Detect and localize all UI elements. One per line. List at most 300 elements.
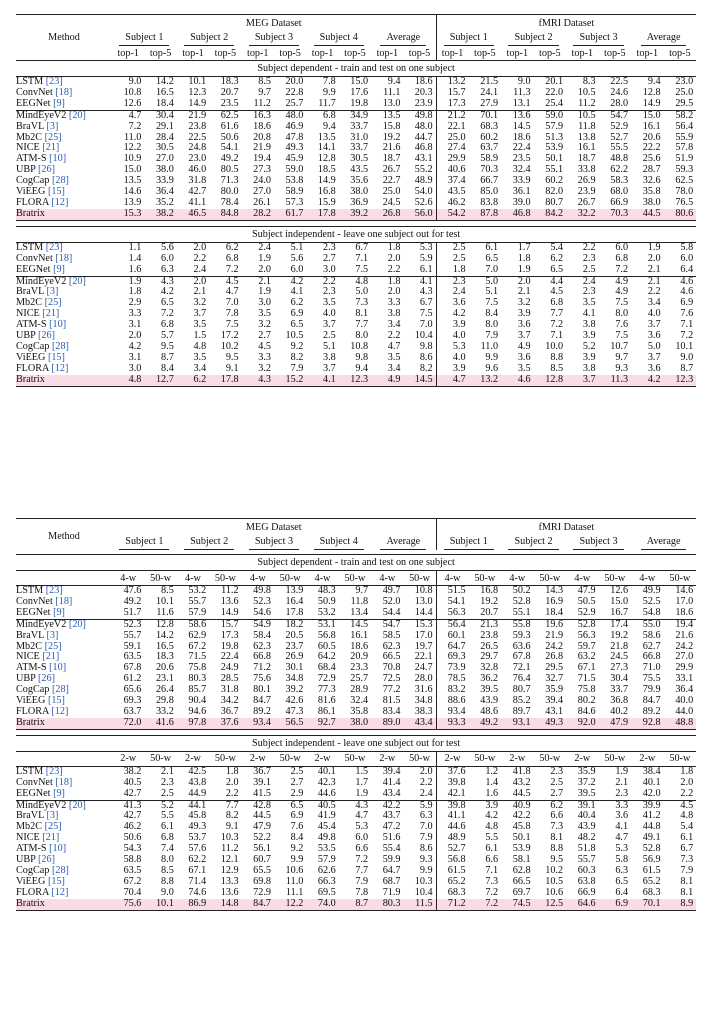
citation-link[interactable]: [18] [55,87,73,98]
citation-link[interactable]: [12] [51,197,69,208]
table-cell: 2.1 [517,287,531,298]
table-cell: 17.8 [285,607,304,618]
table-cell: 22.1 [404,652,437,663]
table-cell: 2.2 [306,276,338,287]
citation-link[interactable]: [10] [49,154,67,165]
table-cell: 6.5 [161,298,174,309]
citation-link[interactable]: [3] [46,287,59,298]
table-cell: 50.6 [220,132,239,143]
table-row [16,822,696,833]
citation-link[interactable]: [28] [51,865,69,876]
table-cell: 68.4 [317,663,336,674]
table-cell: 50.1 [512,833,531,844]
table-cell: 63.7 [123,706,142,717]
method-name: MindEyeV2 [20] [16,276,112,287]
table-cell: 33.9 [512,176,531,187]
table-row [16,833,696,844]
table-cell: 13.6 [220,887,239,898]
table-cell: 3.8 [323,352,336,363]
table-cell: 33.7 [350,143,369,154]
citation-link[interactable]: [12] [51,363,69,374]
method-name: BraVL [3] [16,121,59,132]
table-cell: 10.1 [155,596,174,607]
table-cell: 5.1 [485,287,499,298]
citation-link[interactable]: [26] [38,331,55,342]
table-cell: 6.6 [485,855,499,866]
table-cell: 14.6 [675,585,694,596]
table-cell: 80.7 [512,685,531,696]
table-cell: 4.2 [274,276,306,287]
table-cell: 46.0 [188,165,207,176]
table-cell: 3.0 [128,363,142,374]
table-cell: 20.0 [285,76,304,87]
table-cell: 47.9 [253,822,271,833]
table-cell: 29.9 [675,663,694,674]
table-cell: 57.9 [317,855,336,866]
table-cell: 92.8 [631,718,664,729]
citation-link[interactable]: [23] [45,76,63,87]
table-cell: 19.6 [534,619,567,630]
table-cell: 24.9 [220,663,239,674]
table-cell: 17.2 [220,331,239,342]
table-cell: 5.3 [615,844,629,855]
table-cell: 16.5 [155,87,174,98]
table-cell: 21.9 [177,110,209,121]
table-cell: 8.7 [339,899,371,910]
table-cell: 31.0 [350,132,369,143]
table-cell: 7.3 [485,876,499,887]
method-name: ATM-S [10] [16,320,67,331]
table-cell: 10.6 [285,865,304,876]
table-cell: 43.5 [447,187,466,198]
meg-group-header: Average [371,536,436,550]
citation-link[interactable]: [20] [68,619,86,630]
table-cell: 6.5 [550,264,564,275]
table-cell: 66.8 [253,652,271,663]
citation-link[interactable]: [18] [55,777,73,788]
table-cell: 21.2 [436,110,469,121]
table-cell: 14.9 [188,98,207,109]
table-cell: 39.8 [447,777,466,788]
table-cell: 12.6 [123,98,142,109]
table-cell: 38.0 [350,187,369,198]
table-cell: 14.5 [512,121,531,132]
table-cell: 2.3 [582,287,596,298]
table-cell: 2.9 [290,788,304,799]
table-cell: 39.5 [480,685,499,696]
table-cell: 62.3 [382,641,401,652]
table-cell: 24.5 [610,652,629,663]
table-cell: 48.9 [404,176,437,187]
table-cell: 2.0 [404,766,437,777]
table-cell: 41.6 [144,718,176,729]
table-cell: 62.7 [642,641,661,652]
table-cell: 53.8 [285,176,304,187]
table-cell: 46.9 [285,121,304,132]
table-cell: 41.8 [512,766,531,777]
citation-link[interactable]: [15] [47,876,65,887]
section-title: Subject independent - leave one subject out for test [16,226,696,242]
table-cell: 38.3 [404,707,437,718]
metric-header: 2-w [112,751,144,766]
table-cell: 44.5 [253,811,271,822]
citation-link[interactable]: [10] [49,663,67,674]
method-name: FLORA [12] [16,706,69,717]
table-cell: 23.8 [188,121,207,132]
table-cell: 22.2 [642,143,661,154]
citation-link[interactable]: [15] [47,352,65,363]
section-title: Subject dependent - train and test on one subject [16,555,696,571]
table-cell: 20.1 [545,76,564,87]
table-cell: 70.8 [382,663,401,674]
table-cell: 13.5 [123,176,142,187]
table-cell: 69.5 [317,887,336,898]
table-cell: 77.3 [317,685,336,696]
table-cell: 7.1 [680,320,694,331]
citation-link[interactable]: [15] [47,696,65,707]
table-row-highlight [16,209,696,220]
citation-link[interactable]: [3] [46,121,59,132]
table-cell: 58.1 [512,855,531,866]
table-cell: 28.0 [610,98,629,109]
table-cell: 9.5 [550,855,564,866]
table-cell: 7.2 [161,309,174,320]
table-cell: 77.2 [382,685,401,696]
metric-header: 50-w [534,751,567,766]
table-cell: 29.1 [155,121,174,132]
table-cell: 56.4 [675,121,694,132]
table-row [16,353,696,364]
table-cell: 66.7 [480,176,499,187]
table-cell: 7.9 [290,363,304,374]
table-cell: 9.4 [387,76,401,87]
metric-header: 50-w [144,751,176,766]
table-cell: 34.8 [404,696,437,707]
table-cell: 54.2 [436,209,469,220]
table-cell: 9.2 [290,844,304,855]
table-cell: 14.8 [209,899,241,910]
table-cell: 7.7 [355,865,369,876]
citation-link[interactable]: [20] [68,276,86,287]
table-cell: 58.9 [480,154,499,165]
citation-link[interactable]: [26] [38,674,55,685]
table-cell: 23.7 [285,641,304,652]
table-cell: 2.1 [161,766,174,777]
table-cell: 61.6 [220,121,239,132]
table-cell: 49.3 [285,143,304,154]
citation-link[interactable]: [21] [42,143,60,154]
table-cell: 44.6 [317,788,336,799]
method-name: MindEyeV2 [20] [16,800,112,811]
citation-link[interactable]: [9] [53,607,65,618]
table-cell: 62.5 [675,176,694,187]
citation-link[interactable]: [25] [44,822,62,833]
table-cell: 27.0 [253,187,271,198]
citation-link[interactable]: [23] [45,585,63,596]
metric-header: 50-w [209,571,241,586]
table-cell: 71.3 [220,176,239,187]
table-cell: 5.6 [161,242,174,253]
citation-link[interactable]: [9] [53,98,65,109]
table-cell: 9.7 [615,352,629,363]
citation-link[interactable]: [3] [46,630,59,641]
table-cell: 44.1 [177,800,209,811]
table-cell: 13.0 [404,597,437,608]
table-cell: 40.4 [577,811,596,822]
citation-link[interactable]: [25] [44,132,62,143]
table-cell: 42.6 [285,696,304,707]
citation-link[interactable]: [3] [46,811,59,822]
method-name: MindEyeV2 [20] [16,110,112,121]
table-cell: 2.4 [258,242,271,253]
table-cell: 47.6 [123,585,142,596]
table-cell: 70.1 [631,899,664,910]
citation-link[interactable]: [20] [68,110,86,121]
table-cell: 6.1 [161,822,174,833]
citation-link[interactable]: [28] [51,341,69,352]
table-cell: 11.2 [221,585,239,596]
table-cell: 71.2 [436,899,469,910]
table-cell: 53.9 [512,844,531,855]
table-cell: 10.5 [577,87,596,98]
table-cell: 3.6 [517,320,531,331]
table-cell: 12.9 [220,865,239,876]
table-cell: 36.8 [610,696,629,707]
metric-header: top-1 [242,46,274,61]
table-cell: 9.4 [323,121,336,132]
citation-link[interactable]: [26] [38,855,55,866]
table-cell: 25.4 [545,98,564,109]
table-cell: 67.2 [188,641,207,652]
table-cell: 66.5 [382,652,401,663]
table-cell: 5.9 [404,800,437,811]
table-cell: 59.1 [123,641,142,652]
table-cell: 12.8 [642,87,661,98]
metric-header-row [16,46,696,61]
table-cell: 39.4 [382,766,401,777]
table-cell: 39.2 [339,209,371,220]
method-name: BraVL [3] [16,630,59,641]
method-name: Mb2C [25] [16,822,62,833]
metric-header: 50-w [274,751,306,766]
table-cell: 3.7 [647,320,661,331]
method-name: CogCap [28] [16,341,69,352]
citation-link[interactable]: [26] [38,165,55,176]
table-cell: 41.5 [253,788,271,799]
citation-link[interactable]: [10] [49,320,67,331]
table-cell: 2.7 [550,788,564,799]
table-cell: 55.8 [501,619,534,630]
citation-link[interactable]: [20] [68,800,86,811]
metric-header: 2-w [306,751,338,766]
table-cell: 35.8 [642,187,661,198]
table-cell: 17.3 [220,630,239,641]
table-cell: 4.6 [501,375,534,386]
citation-link[interactable]: [28] [51,685,69,696]
table-cell: 72.9 [253,887,271,898]
table-cell: 22.7 [382,176,401,187]
table-cell: 21.6 [675,630,694,641]
citation-link[interactable]: [12] [51,706,69,717]
table-cell: 22.4 [512,143,531,154]
table-cell: 72.1 [512,663,531,674]
table-cell: 40.2 [610,706,629,717]
table-cell: 76.5 [675,197,694,208]
table-cell: 2.2 [647,287,661,298]
table-cell: 8.1 [680,887,694,898]
table-cell: 3.7 [647,352,661,363]
table-cell: 2.1 [647,264,661,275]
table-cell: 52.8 [512,596,531,607]
citation-link[interactable]: [9] [53,788,65,799]
table-cell: 37.6 [209,718,241,729]
table-cell: 49.8 [404,110,437,121]
table-cell: 3.5 [582,298,596,309]
table-cell: 55.2 [404,165,437,176]
table-row [16,143,696,154]
table-cell: 69.8 [253,876,271,887]
table-cell: 5.1 [290,242,304,253]
table-cell: 59.7 [577,641,596,652]
table-cell: 4.1 [615,822,629,833]
metric-header-row [16,751,696,766]
table-cell: 3.4 [193,363,207,374]
table-cell: 15.7 [447,87,466,98]
meg-group-header: Subject 4 [306,32,371,46]
method-name: ViEEG [15] [16,876,65,887]
table-cell: 35.9 [577,766,596,777]
citation-link[interactable]: [23] [45,766,63,777]
table-cell: 21.3 [469,619,502,630]
table-cell: 10.1 [144,899,176,910]
table-cell: 41.2 [642,811,661,822]
table-cell: 6.6 [550,811,564,822]
table-cell: 10.4 [404,888,437,899]
table-cell: 11.2 [253,98,271,109]
table-cell: 9.4 [647,76,661,87]
method-name: BraVL [3] [16,811,59,822]
citation-link[interactable]: [10] [49,844,67,855]
table-cell: 64.6 [566,899,599,910]
table-cell: 10.5 [285,331,304,342]
table-row [16,642,696,653]
table-row [16,298,696,309]
table-cell: 44.0 [675,706,694,717]
table-cell: 11.0 [123,132,142,143]
table-cell: 1.8 [387,242,401,253]
table-cell: 18.5 [317,165,336,176]
table-cell: 3.7 [323,320,336,331]
citation-link[interactable]: [21] [42,309,60,320]
table-cell: 16.1 [577,143,596,154]
table-cell: 30.5 [155,143,174,154]
table-cell: 2.9 [128,298,142,309]
table-cell: 1.7 [517,242,531,253]
table-cell: 28.4 [155,132,174,143]
table-cell: 83.2 [447,685,466,696]
table-cell: 18.7 [382,154,401,165]
fmri-group-header: Subject 3 [566,32,631,46]
table-cell: 16.8 [317,187,336,198]
table-cell: 61.5 [642,865,661,876]
table-cell: 75.6 [112,899,144,910]
table-cell: 7.0 [485,264,499,275]
citation-link[interactable]: [21] [42,833,60,844]
method-name: EEGNet [9] [16,788,65,799]
citation-link[interactable]: [23] [45,242,63,253]
table-cell: 70.1 [469,110,502,121]
table-cell: 13.0 [382,98,401,109]
citation-link[interactable]: [9] [53,264,65,275]
table-cell: 8.7 [680,363,694,374]
table-cell: 42.7 [123,788,142,799]
citation-link[interactable]: [18] [55,596,73,607]
table-cell: 93.1 [501,718,534,729]
table-cell: 92.0 [566,718,599,729]
citation-link[interactable]: [21] [42,652,60,663]
table-cell: 70.4 [123,887,142,898]
section-title-row [16,226,696,242]
table-cell: 31.8 [188,176,207,187]
table-cell: 56.8 [447,855,466,866]
method-name: EEGNet [9] [16,607,65,618]
citation-link[interactable]: [25] [44,641,62,652]
table-cell: 13.5 [317,132,336,143]
table-cell: 33.1 [675,674,694,685]
table-cell: 46.2 [123,822,142,833]
table-cell: 5.8 [680,242,694,253]
table-cell: 38.0 [155,165,174,176]
section-title-row [16,735,696,751]
metric-header: 50-w [144,571,176,586]
table-cell: 55.7 [188,596,207,607]
table-cell: 7.8 [355,887,369,898]
table-cell: 9.0 [680,352,694,363]
table-cell: 21.5 [480,76,499,87]
table-cell: 19.4 [664,619,697,630]
table-cell: 12.3 [664,375,697,386]
citation-link[interactable]: [18] [55,253,73,264]
citation-link[interactable]: [25] [44,298,62,309]
table-cell: 65.2 [447,876,466,887]
citation-link[interactable]: [12] [51,887,69,898]
table-cell: 28.0 [404,674,437,685]
table-cell: 2.2 [387,264,401,275]
table-cell: 32.7 [545,674,564,685]
table-cell: 58.8 [123,855,142,866]
table-row [16,198,696,209]
table-cell: 7.0 [404,822,437,833]
table-cell: 4.7 [225,287,239,298]
citation-link[interactable]: [15] [47,187,65,198]
table-cell: 3.8 [387,309,401,320]
table-cell: 43.5 [350,165,369,176]
table-cell: 55.9 [675,132,694,143]
citation-link[interactable]: [28] [51,176,69,187]
table-cell: 60.7 [253,855,271,866]
table-cell: 7.1 [550,331,564,342]
method-name: LSTM [23] [16,766,63,777]
table-cell: 54.7 [371,619,403,630]
table-cell: 4.9 [615,287,629,298]
table-cell: 4.8 [680,811,694,822]
table-cell: 11.2 [578,98,596,109]
table-cell: 63.5 [123,652,142,663]
fmri-group-header: Subject 3 [566,536,631,550]
table-cell: 6.8 [161,833,174,844]
table-cell: 39.9 [631,800,664,811]
table-cell: 9.7 [258,87,271,98]
